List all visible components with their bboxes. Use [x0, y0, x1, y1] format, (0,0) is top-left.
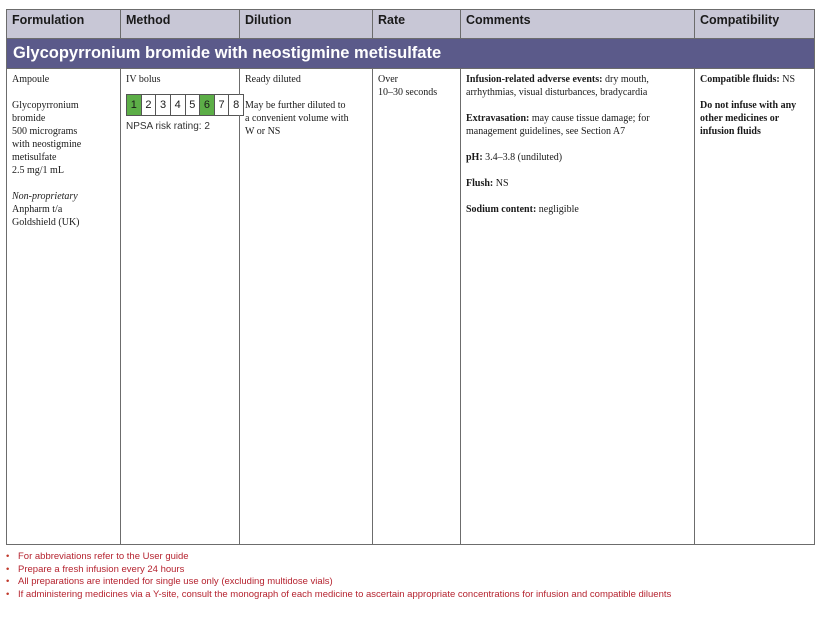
formulation-cell [7, 69, 121, 545]
adverse-events-text: arrhythmias, visual disturbances, bradycardia [466, 87, 648, 98]
ph-value: 3.4–3.8 (undiluted) [482, 152, 563, 163]
comments-cell [461, 69, 695, 545]
dilution-further-line: May be further diluted to [245, 100, 346, 111]
proprietary-label: Non-proprietary [12, 191, 78, 202]
monograph-sheet [6, 9, 814, 545]
column-header-dilution: Dilution [240, 10, 373, 39]
dilution-ready: Ready diluted [245, 74, 301, 85]
footnote-text: All preparations are intended for single use only (excluding multidose vials) [18, 576, 333, 588]
bullet-icon: • [6, 588, 10, 600]
adverse-events-text: dry mouth, [602, 74, 649, 85]
bullet-icon: • [6, 551, 10, 562]
sodium-value: negligible [536, 204, 579, 215]
formulation-type: Ampoule [12, 74, 50, 85]
formulation-description-line: metisulfate [12, 152, 57, 163]
ph-info [466, 151, 689, 164]
footnote-text: Prepare a fresh infusion every 24 hours [18, 563, 185, 575]
column-header-comments: Comments [461, 10, 695, 39]
compatibility-warning-line: infusion fluids [700, 126, 761, 137]
risk-box-5: 5 [185, 95, 200, 115]
formulation-description-line: with neostigmine [12, 139, 82, 150]
column-header-compatibility: Compatibility [695, 10, 815, 39]
extravasation [466, 112, 689, 138]
column-header-rate: Rate [373, 10, 461, 39]
formulation-description-line: Glycopyrronium [12, 100, 79, 111]
formulation-description-line: bromide [12, 113, 46, 124]
adverse-events-label: Infusion-related adverse events: [466, 74, 603, 85]
extravasation-text: may cause tissue damage; for [529, 113, 650, 124]
column-header-formulation: Formulation [7, 10, 121, 39]
risk-rating-scale [126, 94, 244, 116]
bullet-icon: • [6, 563, 10, 575]
compatibility-warning-line: other medicines or [700, 113, 780, 124]
footnote-item [6, 551, 671, 564]
risk-box-2: 2 [141, 95, 156, 115]
formulation-description [12, 99, 115, 177]
footnote-text: If administering medicines via a Y-site, consult the monograph of each medicine to ascertain appropriate concentrations for infusion and compatible diluents [18, 588, 672, 600]
dilution-further-line: a convenient volume with [245, 113, 349, 124]
rate-duration: 10–30 seconds [378, 87, 438, 98]
bullet-icon: • [6, 576, 10, 588]
title-row [7, 39, 815, 69]
risk-box-6: 6 [199, 95, 214, 115]
risk-box-7: 7 [214, 95, 229, 115]
compatibility-warning-line: Do not infuse with any [700, 100, 797, 111]
risk-box-8: 8 [228, 95, 243, 115]
compatible-fluids-value: NS [779, 74, 796, 85]
formulation-description-line: 2.5 mg/1 mL [12, 165, 64, 176]
rate-over: Over [378, 74, 398, 85]
compatibility-cell [695, 69, 815, 545]
monograph-title: Glycopyrronium bromide with neostigmine metisulfate [7, 39, 815, 69]
footnote-item [6, 564, 671, 577]
method-cell [121, 69, 240, 545]
header-row [7, 10, 815, 39]
dilution-cell [240, 69, 373, 545]
extravasation-label: Extravasation: [466, 113, 530, 124]
rate-cell [373, 69, 461, 545]
monograph-table [6, 9, 815, 545]
column-header-method: Method [121, 10, 240, 39]
footnotes [6, 551, 671, 601]
manufacturer-line: Goldshield (UK) [12, 217, 80, 228]
risk-box-1: 1 [127, 95, 141, 115]
dilution-further-line: W or NS [245, 126, 281, 137]
sodium-label: Sodium content: [466, 204, 537, 215]
adverse-events [466, 73, 689, 99]
risk-rating-label: NPSA risk rating: 2 [126, 121, 210, 132]
risk-box-4: 4 [170, 95, 185, 115]
extravasation-text: management guidelines, see Section A7 [466, 126, 626, 137]
compatible-fluids-label: Compatible fluids: [700, 74, 780, 85]
footnote-text: For abbreviations refer to the User guide [18, 551, 189, 562]
footnote-item [6, 576, 671, 589]
method-route: IV bolus [126, 74, 161, 85]
flush-info [466, 177, 689, 190]
flush-value: NS [493, 178, 509, 189]
formulation-description-line: 500 micrograms [12, 126, 78, 137]
ph-label: pH: [466, 152, 483, 163]
sodium-info [466, 203, 689, 216]
flush-label: Flush: [466, 178, 494, 189]
manufacturer-line: Anpharm t/a [12, 204, 63, 215]
compatibility-warning [700, 99, 809, 138]
risk-box-3: 3 [155, 95, 170, 115]
content-row [7, 69, 815, 545]
footnote-item [6, 589, 671, 602]
